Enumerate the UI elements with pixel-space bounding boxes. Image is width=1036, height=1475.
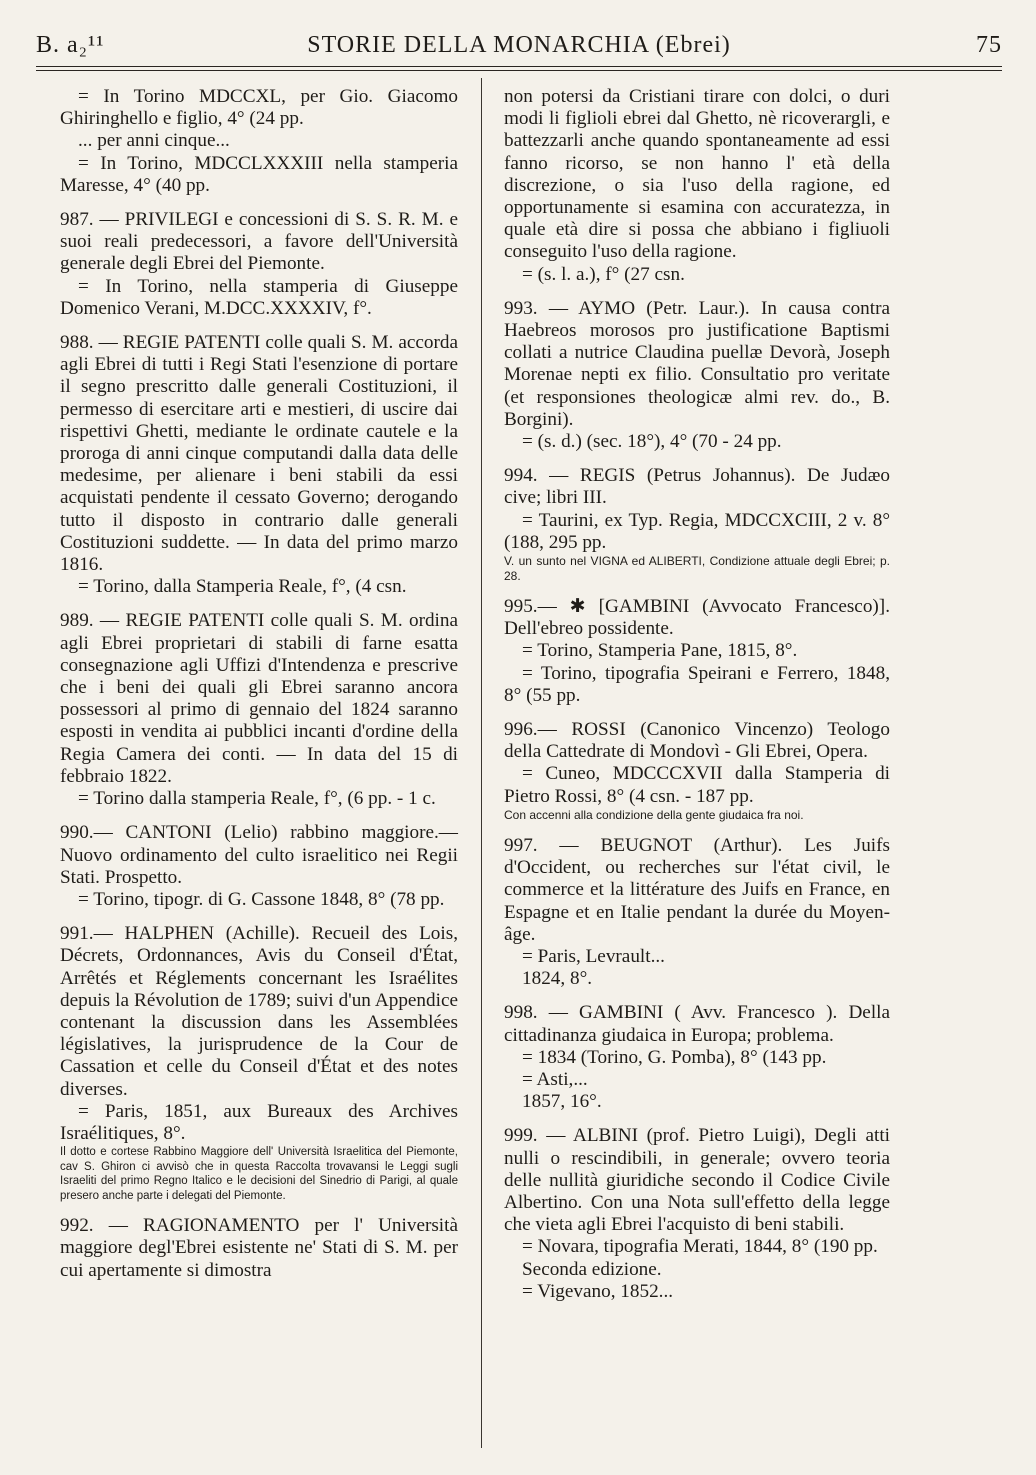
imprint-line: = Cuneo, MDCCCXVII dalla Stamperia di Pietro Rossi, 8° (4 csn. - 187 pp. (504, 763, 890, 807)
entry-992: 992. — RAGIONAMENTO per l' Università maggiore degl'Ebrei esistente ne' Stati di S. M. per cui apertamente si dimostra (60, 1215, 458, 1281)
imprint-line: = (s. d.) (sec. 18°), 4° (70 - 24 pp. (522, 431, 782, 453)
signature-mark: B. a₂¹¹ (36, 32, 105, 58)
imprint-line: ... per anni cinque... (78, 130, 230, 152)
imprint-line: = Torino, tipografia Speirani e Ferrero, 1848, 8° (55 pp. (504, 662, 890, 706)
imprint-line: 1824, 8°. (522, 968, 593, 990)
entry-995: 995.— ✱ [GAMBINI (Avvocato Francesco)]. Dell'ebreo possidente. (504, 596, 890, 640)
entry-991: 991.— HALPHEN (Achille). Recueil des Lois, Décrets, Ordonnances, Avis du Conseil d'État, Arrêtés et Réglements concernant les Israélites depuis la Révolution de 1789; suivi d'un Appendice contenant la discussion dans les Assemblées législatives, la jurisprudence de la Cour de Cassation et celle du Conseil d'État et des notes diverses. (60, 923, 458, 1100)
entry-993: 993. — AYMO (Petr. Laur.). In causa contra Haebreos morosos pro justificatione Baptismi collati a nutrice Claudina puellæ Devorà, Joseph Morenae nepti ex filio. Consultatio pro veritate (et responsiones theologicæ almi rev. do., B. Borgini). (504, 297, 890, 430)
imprint-line: = Torino, tipogr. di G. Cassone 1848, 8° (78 pp. (78, 888, 445, 910)
page-title: STORIE DELLA MONARCHIA (Ebrei) (307, 32, 731, 58)
entry-997: 997. — BEUGNOT (Arthur). Les Juifs d'Occident, ou recherches sur l'état civil, le commerce et la littérature des Juifs en France, en Espagne et en Italie pendant la durée du Moyen-âge. (504, 834, 890, 945)
imprint-line: = In Torino, MDCCLXXXIII nella stamperia Maresse, 4° (40 pp. (60, 152, 458, 196)
imprint-line: = (s. l. a.), f° (27 csn. (522, 263, 685, 285)
entry-992-continued: non potersi da Cristiani tirare con dolci, o duri modi li figlioli ebrei dal Ghetto, nè ricoverargli, e battezzarli anche quando spontaneamente ad essi fanno ricorso, se non hanno l' età della discrezione, o sia l'uso della ragione, ed opportunamente si esamina con accuratezza, in quale età dire si possa che abbiano i figliuoli conseguito l'uso della ragione. (504, 86, 890, 263)
imprint-line: = Torino, Stamperia Pane, 1815, 8°. (522, 640, 798, 662)
entry-987: 987. — PRIVILEGI e concessioni di S. S. R. M. e suoi reali predecessori, a favore dell'Università generale degli Ebrei del Piemonte. (60, 209, 458, 275)
entry-996: 996.— ROSSI (Canonico Vincenzo) Teologo della Cattedrate di Mondovì - Gli Ebrei, Opera. (504, 719, 890, 763)
entry-999: 999. — ALBINI (prof. Pietro Luigi), Degli atti nulli o rescindibili, in generale; ovvero teoria delle nullità giuridiche secondo il Codice Civile Albertino. Con una Nota sull'effetto della legge che vieta agli Ebrei l'acquisto di beni stabili. (504, 1125, 890, 1236)
page-number: 75 (976, 32, 1002, 58)
left-column (60, 86, 458, 1282)
entry-989: 989. — REGIE PATENTI colle quali S. M. ordina agli Ebrei proprietari di stabili di farne esatta consegnazione agli Uffizi d'Intendenza e prescrive che i beni dei quali gli Ebrei saranno ancora possessori al primo di gennaio del 1824 saranno esposti in vendita ai pubblici incanti d'ordine della Regia Camera dei conti. — In data del 15 di febbraio 1822. (60, 610, 458, 787)
right-column (504, 86, 890, 1303)
imprint-line: 1857, 16°. (522, 1091, 602, 1113)
header-rule-thin (36, 70, 1002, 71)
column-divider (481, 78, 482, 1448)
entry-988: 988. — REGIE PATENTI colle quali S. M. accorda agli Ebrei di tutti i Regi Stati l'esenzione di portare il segno prescritto dalle generali Costituzioni, il permesso di esercitare arti e mestieri, di uscire dai rispettivi Ghetti, mediante le ordinate cautele e la proroga di anni cinque computandi dalla data delle medesime, per alienare i beni stabili da essi acquistati pendente il cessato Governo; derogando tutto il disposto in contrario dalle generali Costituzioni suddette. — In data del primo marzo 1816. (60, 332, 458, 576)
imprint-line: = In Torino MDCCXL, per Gio. Giacomo Ghiringhello e figlio, 4° (24 pp. (60, 86, 458, 130)
footnote: Con accenni alla condizione della gente giudaica fra noi. (504, 807, 804, 822)
imprint-line: = In Torino, nella stamperia di Giuseppe Domenico Verani, M.DCC.XXXXIV, f°. (60, 275, 458, 319)
imprint-line: = Vigevano, 1852... (522, 1280, 674, 1302)
imprint-line: = Paris, Levrault... (522, 945, 665, 967)
imprint-line: = Taurini, ex Typ. Regia, MDCCXCIII, 2 v. 8° (188, 295 pp. (504, 509, 890, 553)
imprint-line: = Novara, tipografia Merati, 1844, 8° (190 pp. (522, 1236, 878, 1258)
imprint-line: = Torino dalla stamperia Reale, f°, (6 pp. - 1 c. (78, 788, 436, 810)
imprint-line: Seconda edizione. (522, 1258, 662, 1280)
imprint-line: = 1834 (Torino, G. Pomba), 8° (143 pp. (522, 1046, 827, 1068)
imprint-line: = Paris, 1851, aux Bureaux des Archives Israélitiques, 8°. (60, 1100, 458, 1144)
entry-998: 998. — GAMBINI ( Avv. Francesco ). Della cittadinanza giudaica in Europa; problema. (504, 1002, 890, 1046)
entry-990: 990.— CANTONI (Lelio) rabbino maggiore.— Nuovo ordinamento del culto israelitico nei Regii Stati. Prospetto. (60, 822, 458, 888)
footnote: Il dotto e cortese Rabbino Maggiore dell' Università Israelitica del Piemonte, cav S. Ghiron ci avvisò che in questa Raccolta trovavansi le Leggi sugli Israeliti del primo Regno Italico e le decisioni del Sinedrio di Parigi, al quale presero anche parte i delegati del Piemonte. (60, 1146, 458, 1202)
running-header (36, 30, 1002, 66)
imprint-line: = Asti,... (522, 1068, 588, 1090)
footnote: V. un sunto nel VIGNA ed ALIBERTI, Condizione attuale degli Ebrei; p. 28. (504, 554, 890, 584)
header-rule (36, 66, 1002, 67)
entry-994: 994. — REGIS (Petrus Johannus). De Judæo cive; libri III. (504, 465, 890, 509)
imprint-line: = Torino, dalla Stamperia Reale, f°, (4 csn. (78, 576, 407, 598)
